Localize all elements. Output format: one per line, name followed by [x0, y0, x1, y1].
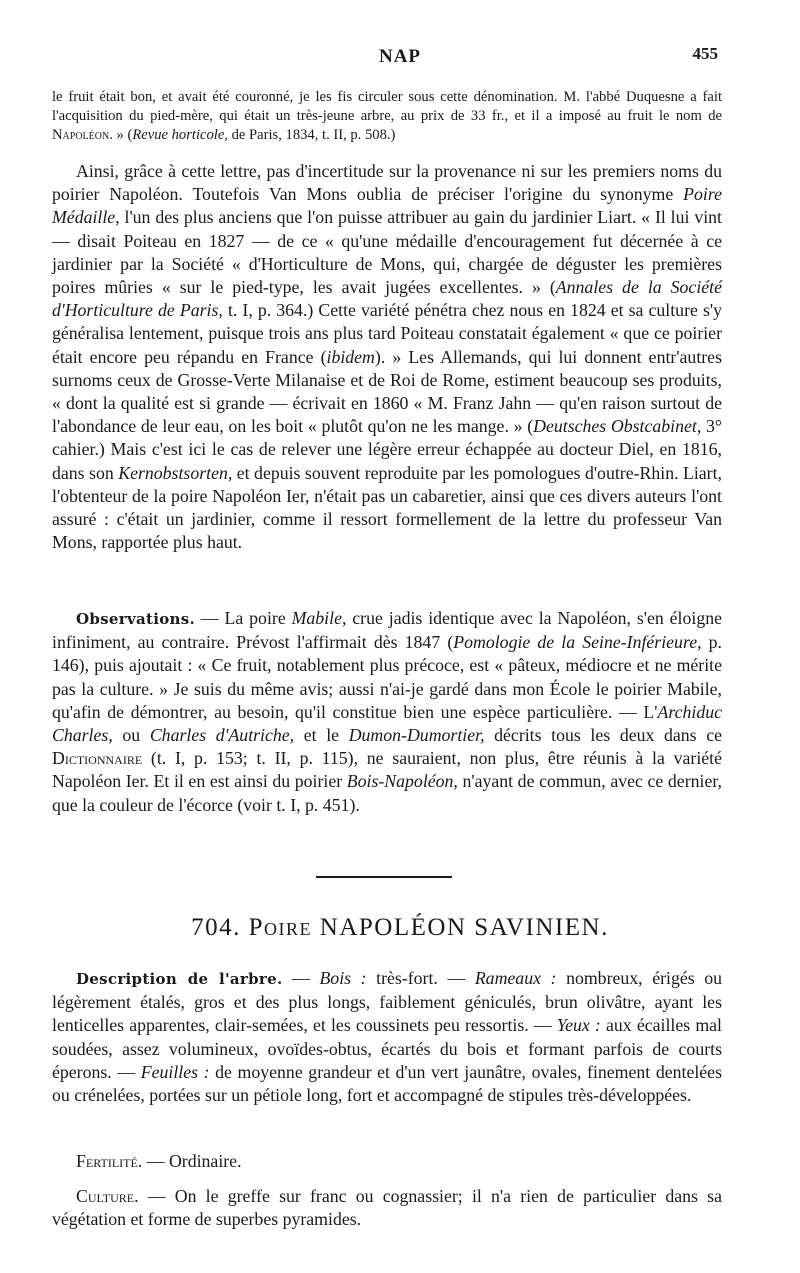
quote-text-b: . » (	[109, 127, 133, 143]
obs-smallcaps: Dictionnaire	[52, 748, 143, 769]
obs-i6: Bois-Napoléon,	[346, 771, 458, 792]
obs-i1: Mabile,	[291, 608, 347, 628]
desc-i1: Bois :	[319, 968, 367, 988]
obs-i2: Pomologie de la Seine-Inférieure,	[453, 632, 702, 653]
quote-text-a: le fruit était bon, et avait été couronné, je les fis circuler sous cette dénomination. M. l'abbé Duquesne a fait l'acquisition du pied-mère, qui était un très-jeune arbre, au prix de 33 fr., et il a imposé au fruit le nom de	[52, 89, 722, 124]
observations-label: Observations.	[76, 610, 195, 628]
obs-i5: Dumon-Dumortier,	[348, 725, 485, 746]
ainsi-i4: Deutsches Obstcabinet,	[533, 416, 702, 437]
culture-text: — On le greffe sur franc ou cognassier; il n'a rien de particulier dans sa végétation et forme de superbes pyramides.	[52, 1186, 722, 1230]
obs-i3: Archiduc Charles,	[52, 701, 722, 746]
ainsi-t3: t. I, p. 364.) Cette variété pénétra chez nous en 1824 et sa culture s'y généralisa lentement, puisque trois ans plus tard Poiteau constatait également « que ce poirier était encore peu répandu en France (	[52, 300, 722, 367]
ainsi-t4: ). » Les Allemands, qui lui donnent entr'autres surnoms ceux de Grosse-Verte Milanaise et de Roi de Rome, estiment beaucoup ses produits, « dont la qualité est si grande — écrivait en 1860 « M. Franz Jahn — qu'en raison surtout de l'abondance de leur eau, on les boit « plutôt qu'on ne les mange. » (	[52, 346, 722, 437]
ainsi-i1: Poire Médaille	[52, 184, 722, 228]
running-head: NAP	[378, 46, 422, 67]
obs-t3: p. 146), puis ajoutait : « Ce fruit, notablement plus précoce, est « pâteux, médiocre et ne mérite pas la culture. » Je suis du même avis; aussi n'ai-je gardé dans mon École le poirier Mabile, qu'afin de démontrer, au besoin, qu'il constitue bien une espèce particulière. — L'	[52, 632, 722, 722]
page-number: 455	[692, 44, 718, 63]
obs-t4: ou	[112, 725, 150, 746]
ainsi-t5: 3° cahier.) Mais c'est ici le cas de relever une légère erreur échappée au docteur Diel, en 1816, dans son	[52, 416, 723, 483]
desc-t4: aux écailles mal soudées, assez volumineux, ovoïdes-obtus, écartés du bois et formant parfois de courts éperons. —	[52, 1015, 723, 1082]
section-number: 704.	[191, 914, 241, 941]
desc-t5: de moyenne grandeur et d'un vert jaunâtre, ovales, finement dentelées ou crénelées, portées sur un pétiole long, fort et accompagné de stipules très-développées.	[52, 1061, 722, 1106]
section-divider	[316, 876, 452, 878]
desc-i4: Feuilles :	[140, 1061, 210, 1082]
ainsi-t1: Ainsi, grâce à cette lettre, pas d'incertitude sur la provenance ni sur les premiers noms du poirier Napoléon. Toutefois Van Mons oublia de préciser l'origine du synonyme	[52, 161, 722, 205]
obs-i4: Charles d'Autriche,	[149, 725, 295, 746]
section-name: NAPOLÉON SAVINIEN.	[319, 914, 609, 941]
obs-t2: crue jadis identique avec la Napoléon, s'en éloigne infiniment, au contraire. Prévost l'affirmait dès 1847 (	[52, 608, 722, 653]
ainsi-i5: Kernobstsorten,	[118, 462, 233, 483]
description-label: Description de l'arbre.	[76, 970, 283, 988]
obs-t5: et le	[294, 725, 349, 746]
desc-i3: Yeux :	[556, 1015, 601, 1036]
fertilite-label: Fertilité.	[76, 1151, 143, 1171]
ainsi-paragraph	[52, 160, 722, 554]
obs-t8: n'ayant de commun, avec ce dernier, que la couleur de l'écorce (voir t. I, p. 451).	[52, 771, 722, 815]
desc-t1: —	[282, 968, 320, 988]
culture-paragraph	[52, 1185, 722, 1231]
observations-paragraph	[52, 607, 722, 817]
obs-t6: décrits tous les deux dans ce	[484, 725, 723, 746]
ainsi-t6: et depuis souvent reproduite par les pomologues d'outre-Rhin. Liart, l'obtenteur de la poire Napoléon Ier, n'était pas un cabaretier, ainsi que ces divers auteurs l'ont assuré : c'était un jardinier, comme il ressort formellement de la lettre du professeur Van Mons, rapportée plus haut.	[52, 462, 722, 553]
desc-i2: Rameaux :	[474, 968, 557, 988]
ainsi-t2: , l'un des plus anciens que l'on puisse attribuer au gain du jardinier Liart. « Il lui vint — disait Poiteau en 1827 — de ce « qu'une médaille d'encouragement fut décernée à ce jardinier par la Société « d'Horticulture de Mons, qui, chargée de déguster les premières poires mûries « sur le pied-type, les avait jugées excellentes. » (	[52, 207, 722, 298]
desc-t2: très-fort. —	[366, 968, 475, 988]
culture-label: Culture.	[76, 1186, 139, 1206]
section-poire: Poire	[248, 914, 313, 941]
fertilite-paragraph	[52, 1150, 722, 1173]
page-header	[0, 40, 800, 70]
quote-text-c: de Paris, 1834, t. II, p. 508.)	[227, 127, 396, 143]
quote-name-smallcaps: Napoléon	[52, 127, 110, 143]
section-title	[0, 914, 800, 942]
description-paragraph	[52, 967, 722, 1107]
obs-t1: — La poire	[195, 608, 292, 628]
ainsi-i2: Annales de la Société d'Horticulture de Paris,	[52, 277, 722, 321]
quote-citation: Revue horticole,	[132, 127, 228, 143]
obs-t7: (t. I, p. 153; t. II, p. 115), ne sauraient, non plus, être réunis à la variété Napoléon Ier. Et il en est ainsi du poirier	[52, 748, 722, 792]
fertilite-text: — Ordinaire.	[142, 1151, 242, 1171]
quote-end-paragraph	[52, 88, 722, 145]
ainsi-i3: ibidem	[326, 346, 375, 367]
desc-t3: nombreux, érigés ou légèrement étalés, gros et des plus longs, faiblement géniculés, brun olivâtre, ayant les lenticelles apparentes, clair-semées, et les coussinets peu ressortis. —	[52, 968, 723, 1036]
